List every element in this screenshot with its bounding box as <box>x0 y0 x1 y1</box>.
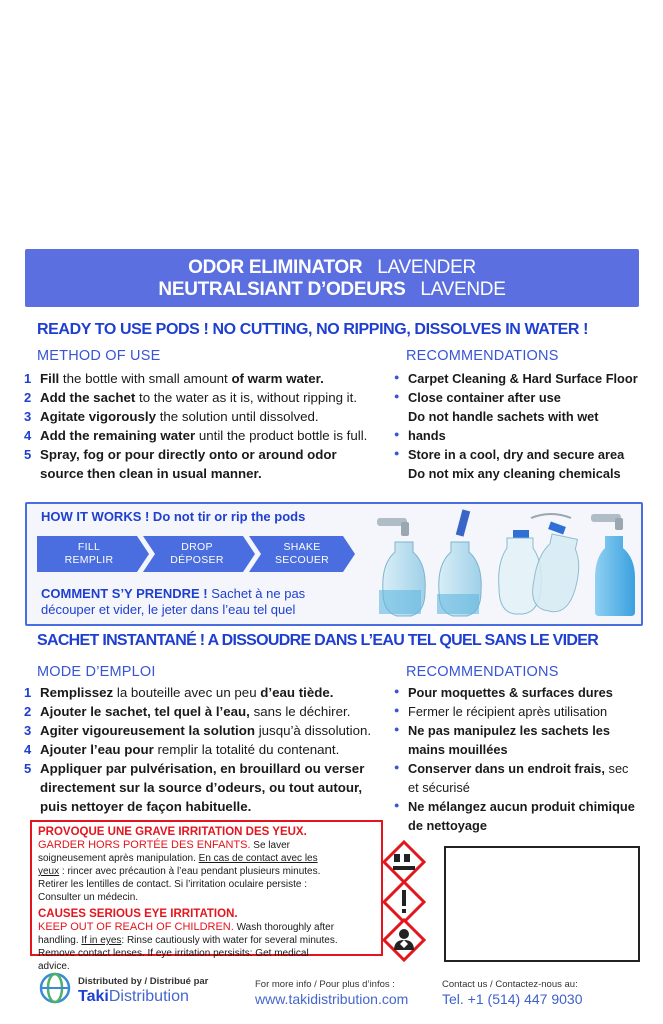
warning-fr-under: En cas de contact avec les yeux <box>38 853 318 877</box>
step-item <box>24 759 376 816</box>
recommendation-text: sec et sécurisé <box>408 761 629 795</box>
step-text: Agiter vigoureusement la solution <box>40 723 255 738</box>
chevron-fill-label <box>39 538 139 570</box>
chevron-shake-label <box>253 538 351 570</box>
step-number: 5 <box>24 447 32 462</box>
step-text: remplir la totalité du contenant. <box>153 742 340 757</box>
warning-en-body <box>38 921 338 973</box>
step-text: Fill <box>40 371 60 386</box>
distributed-by-label: Distributed by / Distribué par <box>78 976 209 987</box>
brand-name-distribution: Distribution <box>108 988 189 1005</box>
spray-bottle-icon <box>499 514 586 615</box>
fill-label-fr: REMPLIR <box>64 554 114 566</box>
recommendation-bold: Pour moquettes & surfaces dures <box>408 685 613 700</box>
how-it-works-illustration <box>371 508 637 620</box>
fill-label-en: FILL <box>77 541 101 553</box>
english-headline: READY TO USE PODS ! NO CUTTING, NO RIPPING, DISSOLVES IN WATER ! <box>37 321 589 338</box>
recommendation-bold: Ne mélangez aucun produit chimique de nettoyage <box>408 799 635 833</box>
warning-fr-sub: GARDER HORS PORTÉE DES ENFANTS. <box>38 839 251 851</box>
brand-name-taki: Taki <box>78 988 109 1005</box>
step-item <box>24 369 374 388</box>
recommendation-item <box>394 759 639 797</box>
recommendation-bold: Ne pas manipulez les sachets les mains mouillées <box>408 723 611 757</box>
bottle-with-sachet-icon <box>437 509 481 616</box>
step-text: jusqu’à dissolution. <box>255 723 372 738</box>
step-number: 3 <box>24 409 32 424</box>
website-link[interactable]: www.takidistribution.com <box>255 991 409 1007</box>
bottle-icon <box>379 542 425 616</box>
step-text: Appliquer par pulvérisation, en brouillard ou verser directement sur la source d’odeurs, ou tout autour, puis nettoyer de façon habituelle. <box>40 761 365 814</box>
warning-en-title: CAUSES SERIOUS EYE IRRITATION. <box>38 908 238 920</box>
recommendations-title-fr: RECOMMENDATIONS <box>406 664 559 680</box>
step-number: 2 <box>24 704 32 719</box>
method-of-use-title: METHOD OF USE <box>37 348 161 364</box>
comment-sy-prendre-text1: Sachet à ne pas <box>207 586 306 601</box>
step-item <box>24 702 376 721</box>
recommendation-item <box>394 426 639 445</box>
step-item <box>24 407 374 426</box>
drop-label-en: DROP <box>181 541 213 553</box>
recommendation-item <box>394 445 639 464</box>
comment-sy-prendre-line-1 <box>41 586 305 601</box>
title-en-light: LAVENDER <box>377 257 476 278</box>
warning-box <box>30 820 383 972</box>
recommendations-title-en: RECOMMENDATIONS <box>406 348 559 364</box>
title-fr-bold: NEUTRALSIANT D’ODEURS <box>158 279 406 300</box>
how-it-works-title: HOW IT WORKS ! Do not tir or rip the pods <box>41 509 306 524</box>
chevron-drop-label <box>147 538 247 570</box>
title-line-2 <box>25 279 639 301</box>
drop-label-fr: DÉPOSER <box>170 554 224 566</box>
warning-fr-body2: : rincer avec précaution à l’eau pendant plusieurs minutes. Retirer les lentilles de contact. Si l’irritation oculaire persiste : Consulter un médecin. <box>38 866 321 903</box>
step-number: 4 <box>24 428 32 443</box>
step-number: 3 <box>24 723 32 738</box>
health-hazard-icon <box>382 918 426 962</box>
water-tap-icon-2 <box>591 514 623 530</box>
recommendation-text: Do not handle sachets with wet <box>408 409 599 424</box>
warning-en-body2: : Rinse cautiously with water for several minutes. Remove contact lenses. If eye irritation persisits: Get medical advice. <box>38 935 338 972</box>
french-steps <box>24 683 376 816</box>
water-tap-icon <box>377 518 409 536</box>
step-text: Agitate vigorously <box>40 409 156 424</box>
comment-sy-prendre-bold: COMMENT S’Y PRENDRE ! <box>41 586 208 601</box>
phone-number: Tel. +1 (514) 447 9030 <box>442 991 583 1007</box>
step-number: 1 <box>24 371 32 386</box>
step-text: to the water as it is, without ripping it. <box>135 390 358 405</box>
step-item <box>24 683 376 702</box>
globe-logo-icon <box>38 970 72 1006</box>
step-text: until the product bottle is full. <box>195 428 368 443</box>
recommendation-text: hands <box>408 428 446 443</box>
title-fr-light: LAVENDE <box>420 279 506 300</box>
french-headline: SACHET INSTANTANÉ ! A DISSOUDRE DANS L’EAU TEL QUEL SANS LE VIDER <box>37 632 599 649</box>
title-en-bold: ODOR ELIMINATOR <box>188 257 363 278</box>
step-text: Add the sachet <box>40 390 136 405</box>
warning-fr-body1: Se laver soigneusement après manipulation. <box>38 840 290 864</box>
step-item <box>24 740 376 759</box>
warning-fr-body <box>38 839 338 904</box>
recommendation-item <box>394 464 639 483</box>
step-text: sans le déchirer. <box>249 704 351 719</box>
shake-label-fr: SECOUER <box>274 554 330 566</box>
how-it-works-panel <box>25 502 643 626</box>
step-text: Ajouter le sachet, tel quel à l’eau, <box>40 704 250 719</box>
recommendation-item <box>394 797 639 835</box>
warning-en-under: If in eyes <box>81 935 122 946</box>
warning-fr-title: PROVOQUE UNE GRAVE IRRITATION DES YEUX. <box>38 826 307 838</box>
contact-label: Contact us / Contactez-nous au: <box>442 979 578 990</box>
step-text: Add the remaining water <box>40 428 196 443</box>
step-text: la bouteille avec un peu <box>113 685 261 700</box>
step-text: of warm water. <box>231 371 324 386</box>
mode-emploi-title: MODE D’EMPLOI <box>37 664 156 680</box>
title-line-1 <box>25 257 639 279</box>
title-banner <box>25 249 639 307</box>
more-info-label: For more info / Pour plus d’infos : <box>255 979 395 990</box>
french-recommendations <box>394 683 639 835</box>
corrosive-hazard-icon <box>382 840 426 884</box>
step-item <box>24 426 374 445</box>
recommendation-text: Carpet Cleaning & Hard Surface Floor <box>408 371 638 386</box>
step-number: 2 <box>24 390 32 405</box>
step-text: Spray, fog or pour directly onto or around odor source then clean in usual manner. <box>40 447 337 481</box>
recommendation-text: Fermer le récipient après utilisation <box>408 704 608 719</box>
english-steps <box>24 369 374 483</box>
step-text: d’eau tiède. <box>260 685 334 700</box>
recommendation-text: Close container after use <box>408 390 561 405</box>
warning-en-body1: Wash thoroughly after handling. <box>38 922 335 946</box>
recommendation-item <box>394 721 639 759</box>
step-item <box>24 445 374 483</box>
step-text: the solution until dissolved. <box>156 409 319 424</box>
recommendation-bold: Conserver dans un endroit frais, <box>408 761 605 776</box>
recommendation-item <box>394 683 639 702</box>
shake-label-en: SHAKE <box>283 541 321 553</box>
step-item <box>24 388 374 407</box>
step-text: Remplissez <box>40 685 114 700</box>
blank-label-box <box>444 846 640 962</box>
recommendation-item <box>394 407 639 426</box>
step-number: 4 <box>24 742 32 757</box>
warning-en-sub: KEEP OUT OF REACH OF CHILDREN. <box>38 921 234 933</box>
step-number: 5 <box>24 761 32 776</box>
brand-name <box>78 988 189 1006</box>
comment-sy-prendre-text2: découper et vider, le jeter dans l’eau tel quel <box>41 602 296 617</box>
blue-spray-bottle-icon <box>595 536 635 616</box>
recommendation-text: Do not mix any cleaning chemicals <box>408 466 621 481</box>
recommendation-item <box>394 702 639 721</box>
recommendation-text: Store in a cool, dry and secure area <box>408 447 625 462</box>
step-item <box>24 721 376 740</box>
step-text: the bottle with small amount <box>59 371 232 386</box>
recommendation-item <box>394 369 639 388</box>
english-recommendations <box>394 369 639 483</box>
recommendation-item <box>394 388 639 407</box>
step-number: 1 <box>24 685 32 700</box>
step-text: Ajouter l’eau pour <box>40 742 154 757</box>
